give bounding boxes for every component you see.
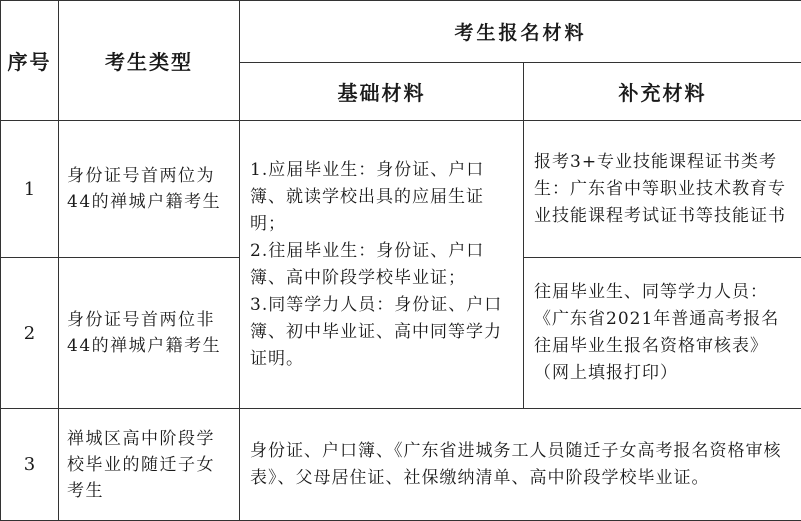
row-1-supplement: 报考3+专业技能课程证书类考生：广东省中等职业技术教育专业技能课程考试证书等技能证书 bbox=[524, 121, 801, 258]
header-type: 考生类型 bbox=[59, 1, 240, 121]
row-3-seq: 3 bbox=[1, 409, 59, 521]
header-seq: 序号 bbox=[1, 1, 59, 121]
table-row bbox=[1, 121, 801, 258]
basic-materials-cell bbox=[240, 121, 524, 409]
row-3-type: 禅城区高中阶段学校毕业的随迁子女考生 bbox=[59, 409, 240, 521]
row-3-materials: 身份证、户口簿、《广东省进城务工人员随迁子女高考报名资格审核表》、父母居住证、社保缴纳清单、高中阶段学校毕业证。 bbox=[240, 409, 801, 521]
basic-item-2: 2.往届毕业生：身份证、户口簿、高中阶段学校毕业证； bbox=[250, 238, 517, 292]
row-1-seq: 1 bbox=[1, 121, 59, 258]
row-2-seq: 2 bbox=[1, 258, 59, 409]
basic-item-3: 3.同等学力人员：身份证、户口簿、初中毕业证、高中同等学力证明。 bbox=[250, 292, 517, 373]
row-2-supplement: 往届毕业生、同等学力人员：《广东省2021年普通高考报名往届毕业生报名资格审核表》（网上填报打印） bbox=[524, 258, 801, 409]
header-materials: 考生报名材料 bbox=[240, 1, 801, 63]
row-1-type: 身份证号首两位为44的禅城户籍考生 bbox=[59, 121, 240, 258]
row-2-type: 身份证号首两位非44的禅城户籍考生 bbox=[59, 258, 240, 409]
header-basic: 基础材料 bbox=[240, 63, 524, 121]
header-supplement: 补充材料 bbox=[524, 63, 801, 121]
table-row bbox=[1, 409, 801, 521]
basic-item-1: 1.应届毕业生：身份证、户口簿、就读学校出具的应届生证明； bbox=[250, 157, 517, 238]
